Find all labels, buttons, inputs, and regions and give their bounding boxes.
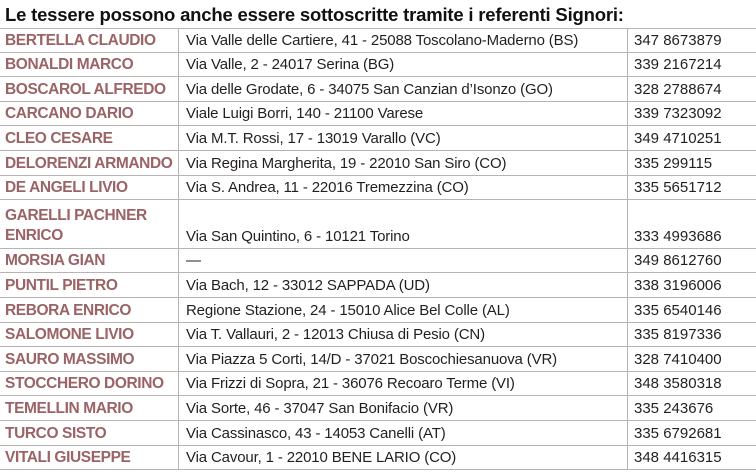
referent-address: Regione Stazione, 24 - 15010 Alice Bel Colle (AL) — [186, 301, 510, 319]
column-divider — [178, 421, 179, 446]
column-divider — [178, 176, 179, 201]
column-divider — [627, 151, 628, 176]
column-divider — [627, 446, 628, 471]
referents-table — [0, 28, 756, 470]
referent-name: BOSCAROL ALFREDO — [5, 80, 166, 98]
column-divider — [627, 421, 628, 446]
table-row — [0, 126, 756, 151]
column-divider — [627, 298, 628, 323]
referent-address: Via Regina Margherita, 19 - 22010 San Siro (CO) — [186, 154, 507, 172]
column-divider — [627, 102, 628, 127]
referent-name: BERTELLA CLAUDIO — [5, 31, 156, 49]
referent-name: CARCANO DARIO — [5, 105, 134, 123]
column-divider — [178, 77, 179, 102]
referent-address: Via Cassinasco, 43 - 14053 Canelli (AT) — [186, 424, 446, 442]
referent-address: — — [186, 252, 201, 270]
referent-name: VITALI GIUSEPPE — [5, 449, 131, 467]
referent-address: Via Valle delle Cartiere, 41 - 25088 Toscolano-Maderno (BS) — [186, 31, 579, 49]
column-divider — [178, 102, 179, 127]
column-divider — [627, 77, 628, 102]
column-divider — [627, 372, 628, 397]
referent-address: Via delle Grodate, 6 - 34075 San Canzian d’Isonzo (GO) — [186, 80, 553, 98]
column-divider — [627, 200, 628, 249]
table-row — [0, 372, 756, 397]
referent-address: Via Bach, 12 - 33012 SAPPADA (UD) — [186, 276, 430, 294]
table-row — [0, 273, 756, 298]
column-divider — [627, 347, 628, 372]
referent-phone: 335 8197336 — [634, 326, 722, 344]
referent-address: Via T. Vallauri, 2 - 12013 Chiusa di Pesio (CN) — [186, 326, 485, 344]
referent-name: CLEO CESARE — [5, 129, 113, 147]
table-row — [0, 151, 756, 176]
referent-address: Via M.T. Rossi, 17 - 13019 Varallo (VC) — [186, 129, 441, 147]
column-divider — [627, 126, 628, 151]
column-divider — [178, 273, 179, 298]
table-row — [0, 347, 756, 372]
table-row — [0, 323, 756, 348]
column-divider — [178, 323, 179, 348]
table-row — [0, 298, 756, 323]
column-divider — [178, 446, 179, 471]
referent-name: DELORENZI ARMANDO — [5, 154, 173, 172]
referent-name: TURCO SISTO — [5, 424, 107, 442]
table-row — [0, 200, 756, 249]
referent-phone: 349 4710251 — [634, 129, 722, 147]
referent-phone: 328 7410400 — [634, 350, 722, 368]
referent-address: Via Cavour, 1 - 22010 BENE LARIO (CO) — [186, 449, 457, 467]
referent-phone: 335 243676 — [634, 399, 714, 417]
column-divider — [178, 249, 179, 274]
table-row — [0, 396, 756, 421]
referent-phone: 328 2788674 — [634, 80, 722, 98]
referent-phone: 335 6540146 — [634, 301, 722, 319]
referent-phone: 348 3580318 — [634, 375, 722, 393]
referent-address: Via Valle, 2 - 24017 Serina (BG) — [186, 56, 395, 74]
column-divider — [178, 126, 179, 151]
column-divider — [178, 29, 179, 53]
column-divider — [178, 53, 179, 78]
referent-name: DE ANGELI LIVIO — [5, 179, 128, 197]
referent-phone: 335 6792681 — [634, 424, 722, 442]
column-divider — [627, 53, 628, 78]
column-divider — [178, 298, 179, 323]
column-divider — [178, 396, 179, 421]
referent-phone: 347 8673879 — [634, 31, 722, 49]
column-divider — [627, 29, 628, 53]
referent-address: Via San Quintino, 6 - 10121 Torino — [186, 227, 410, 245]
referent-address: Viale Luigi Borri, 140 - 21100 Varese — [186, 105, 424, 123]
referent-name: REBORA ENRICO — [5, 301, 131, 319]
column-divider — [627, 249, 628, 274]
referent-phone: 338 3196006 — [634, 276, 722, 294]
referent-phone: 348 4416315 — [634, 449, 722, 467]
table-row — [0, 102, 756, 127]
table-row — [0, 77, 756, 102]
referent-address: Via Frizzi di Sopra, 21 - 36076 Recoaro Terme (VI) — [186, 375, 515, 393]
page-heading: Le tessere possono anche essere sottoscritte tramite i referenti Signori: — [5, 4, 624, 25]
referent-name: GARELLI PACHNER ENRICO — [5, 206, 147, 244]
table-row — [0, 446, 756, 471]
table-row — [0, 53, 756, 78]
referent-name: BONALDI MARCO — [5, 56, 134, 74]
referent-name: SALOMONE LIVIO — [5, 326, 134, 344]
column-divider — [178, 151, 179, 176]
referent-address: Via Piazza 5 Corti, 14/D - 37021 Boscochiesanuova (VR) — [186, 350, 557, 368]
column-divider — [178, 347, 179, 372]
column-divider — [627, 323, 628, 348]
referent-phone: 335 299115 — [634, 154, 713, 172]
column-divider — [178, 200, 179, 249]
table-row — [0, 421, 756, 446]
referent-name: MORSIA GIAN — [5, 252, 106, 270]
column-divider — [178, 372, 179, 397]
referent-name: STOCCHERO DORINO — [5, 375, 164, 393]
referent-phone: 339 2167214 — [634, 56, 722, 74]
table-row — [0, 28, 756, 53]
referent-address: Via S. Andrea, 11 - 22016 Tremezzina (CO) — [186, 179, 469, 197]
table-row — [0, 249, 756, 274]
referent-phone: 339 7323092 — [634, 105, 722, 123]
referent-phone: 349 8612760 — [634, 252, 722, 270]
referent-name: PUNTIL PIETRO — [5, 276, 118, 294]
table-row — [0, 176, 756, 201]
referent-name: SAURO MASSIMO — [5, 350, 135, 368]
column-divider — [627, 273, 628, 298]
referent-phone: 335 5651712 — [634, 179, 722, 197]
column-divider — [627, 396, 628, 421]
referent-name: TEMELLIN MARIO — [5, 399, 133, 417]
column-divider — [627, 176, 628, 201]
referent-address: Via Sorte, 46 - 37047 San Bonifacio (VR) — [186, 399, 454, 417]
referent-phone: 333 4993686 — [634, 227, 722, 245]
